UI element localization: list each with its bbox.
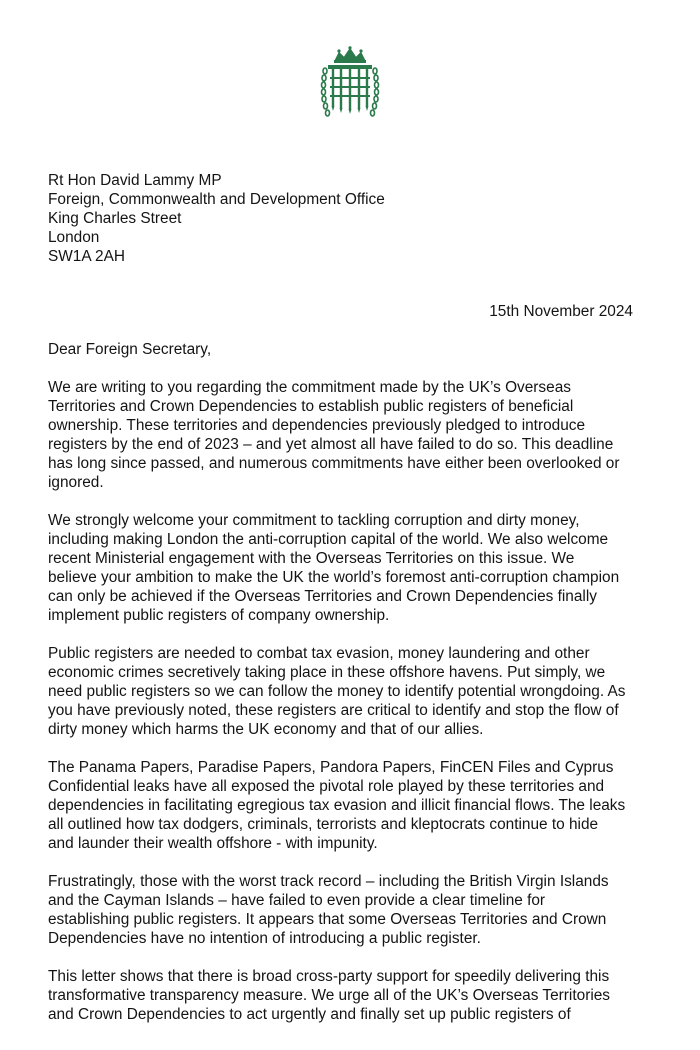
address-line: Foreign, Commonwealth and Development Office xyxy=(48,191,385,208)
text-line: ignored. xyxy=(48,474,104,491)
text-line: Territories and Crown Dependencies to establish public registers of beneficial xyxy=(48,398,574,415)
address-line: London xyxy=(48,229,100,246)
text-line: all outlined how tax dodgers, criminals, terrorists and kleptocrats continue to hide xyxy=(48,816,599,833)
text-line: and the Cayman Islands – have failed to even provide a clear timeline for xyxy=(48,892,546,909)
salutation: Dear Foreign Secretary, xyxy=(48,341,212,358)
text-line: We strongly welcome your commitment to tackling corruption and dirty money, xyxy=(48,512,580,529)
text-line: and launder their wealth offshore - with impunity. xyxy=(48,835,378,852)
text-line: dirty money which harms the UK economy and that of our allies. xyxy=(48,721,484,738)
text-line: economic crimes secretively taking place in these offshore havens. Put simply, we xyxy=(48,664,606,681)
text-line: and Crown Dependencies to act urgently and finally set up public registers of xyxy=(48,1006,571,1023)
portcullis-icon xyxy=(319,46,381,122)
paragraph xyxy=(48,511,668,625)
text-line: can only be achieved if the Overseas Territories and Crown Dependencies finally xyxy=(48,588,597,605)
text-line: Frustratingly, those with the worst track record – including the British Virgin Islands xyxy=(48,873,609,890)
text-line: ownership. These territories and dependencies previously pledged to introduce xyxy=(48,417,586,434)
text-line: Public registers are needed to combat tax evasion, money laundering and other xyxy=(48,645,590,662)
text-line: recent Ministerial engagement with the Overseas Territories on this issue. We xyxy=(48,550,575,567)
address-line: King Charles Street xyxy=(48,210,182,227)
paragraph xyxy=(48,644,668,739)
text-line: believe your ambition to make the UK the world’s foremost anti-corruption champion xyxy=(48,569,620,586)
recipient-address xyxy=(48,171,385,266)
text-line: Dependencies have no intention of introducing a public register. xyxy=(48,930,481,947)
paragraph xyxy=(48,758,668,853)
text-line: you have previously noted, these registers are critical to identify and stop the flow of xyxy=(48,702,619,719)
text-line: including making London the anti-corruption capital of the world. We also welcome xyxy=(48,531,609,548)
address-line: Rt Hon David Lammy MP xyxy=(48,172,222,189)
text-line: has long since passed, and numerous commitments have either been overlooked or xyxy=(48,455,620,472)
paragraph xyxy=(48,378,668,492)
text-line: implement public registers of company ownership. xyxy=(48,607,390,624)
text-line: establishing public registers. It appears that some Overseas Territories and Crown xyxy=(48,911,607,928)
letter-body xyxy=(48,378,668,1043)
address-line: SW1A 2AH xyxy=(48,248,125,265)
paragraph xyxy=(48,967,668,1024)
text-line: need public registers so we can follow the money to identify potential wrongdoing. As xyxy=(48,683,626,700)
text-line: registers by the end of 2023 – and yet almost all have failed to do so. This deadline xyxy=(48,436,614,453)
text-line: We are writing to you regarding the commitment made by the UK’s Overseas xyxy=(48,379,571,396)
text-line: This letter shows that there is broad cross-party support for speedily delivering this xyxy=(48,968,610,985)
text-line: Confidential leaks have all exposed the pivotal role played by these territories and xyxy=(48,778,605,795)
letter-date: 15th November 2024 xyxy=(489,303,633,320)
text-line: dependencies in facilitating egregious tax evasion and illicit financial flows. The leaks xyxy=(48,797,626,814)
text-line: The Panama Papers, Paradise Papers, Pandora Papers, FinCEN Files and Cyprus xyxy=(48,759,614,776)
paragraph xyxy=(48,872,668,948)
text-line: transformative transparency measure. We urge all of the UK’s Overseas Territories xyxy=(48,987,610,1004)
